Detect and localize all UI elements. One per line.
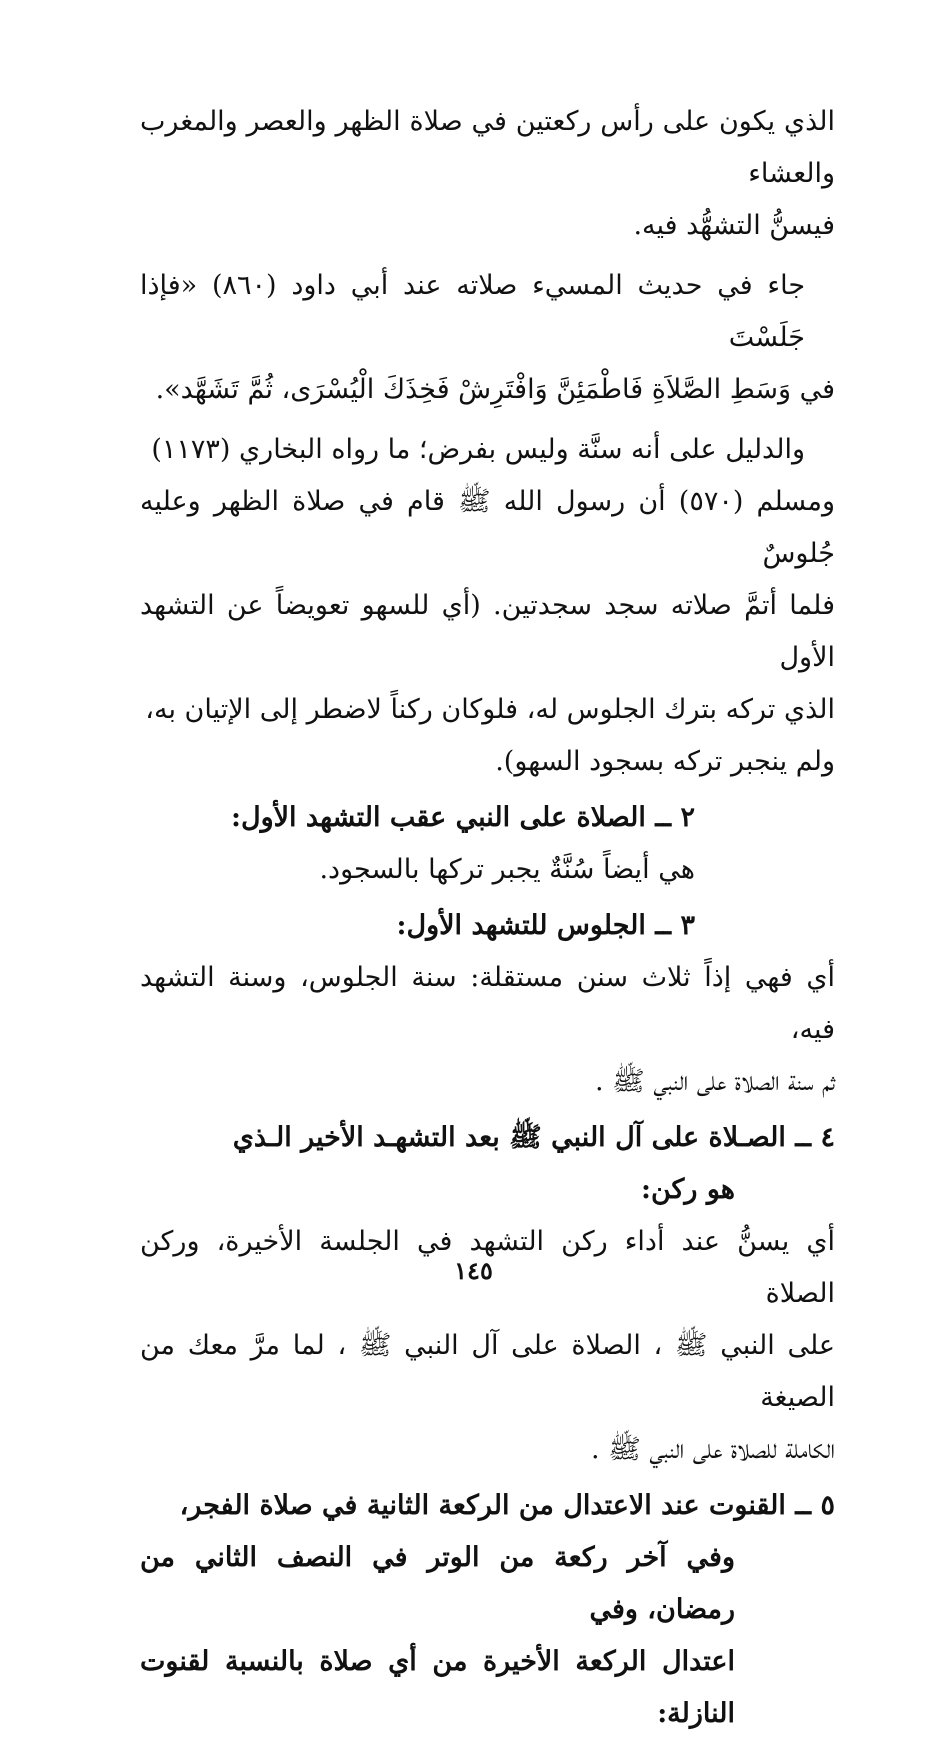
section-heading-4 <box>140 1112 835 1216</box>
heading-line: ٥ ــ القنوت عند الاعتدال من الركعة الثانية في صلاة الفجر، <box>179 1490 835 1521</box>
text-line: فيسنُّ التشهُّد فيه. <box>633 210 835 241</box>
text-line: الذي تركه بترك الجلوس له، فلوكان ركناً لاضطر إلى الإتيان به، <box>145 694 835 725</box>
heading-line: اعتدال الركعة الأخيرة من أي صلاة بالنسبة لقنوت النازلة: <box>140 1646 735 1729</box>
page-number: ١٤٥ <box>454 1256 493 1285</box>
paragraph-section-4 <box>140 1216 835 1476</box>
text-line: ثم سنة الصلاة على النبي ﷺ . <box>594 1066 835 1097</box>
text-line: أي يسنُّ عند أداء ركن التشهد في الجلسة الأخيرة، وركن الصلاة <box>140 1226 835 1309</box>
text-line: هي أيضاً سُنَّةٌ يجبر تركها بالسجود. <box>319 854 695 885</box>
page-body <box>140 96 835 1740</box>
heading-line: وفي آخر ركعة من الوتر في النصف الثاني من رمضان، وفي <box>140 1542 735 1625</box>
text-line: الذي يكون على رأس ركعتين في صلاة الظهر والعصر والمغرب والعشاء <box>140 106 835 189</box>
text-line: جاء في حديث المسيء صلاته عند أبي داود (٨٦٠) «فإذا جَلَسْتَ <box>140 270 806 353</box>
text-line: ومسلم (٥٧٠) أن رسول الله ﷺ قام في صلاة الظهر وعليه جُلوسٌ <box>140 486 835 569</box>
paragraph-hadith <box>140 260 835 416</box>
paragraph-section-3 <box>140 952 835 1108</box>
heading-line: ٢ ــ الصلاة على النبي عقب التشهد الأول: <box>231 802 695 833</box>
heading-line: ٤ ــ الصـلاة على آل النبي ﷺ بعد التشهـد الأخير الـذي <box>232 1122 835 1153</box>
section-heading-3 <box>140 900 835 952</box>
heading-line: ٣ ــ الجلوس للتشهد الأول: <box>396 910 695 941</box>
text-line: الكاملة للصلاة على النبي ﷺ . <box>591 1434 835 1465</box>
text-line: على النبي ﷺ ، الصلاة على آل النبي ﷺ ، لما مرَّ معك من الصيغة <box>140 1330 835 1413</box>
paragraph-evidence <box>140 424 835 788</box>
paragraph-intro <box>140 96 835 252</box>
text-line: فلما أتمَّ صلاته سجد سجدتين. (أي للسهو تعويضاً عن التشهد الأول <box>140 590 835 673</box>
text-line: والدليل على أنه سنَّة وليس بفرض؛ ما رواه البخاري (١١٧٣) <box>151 434 805 465</box>
text-line: في وَسَطِ الصَّلاَةِ فَاطْمَئِنَّ وَافْتَرِشْ فَخِذَكَ الْيُسْرَى، ثُمَّ تَشَهَّد». <box>155 374 835 405</box>
paragraph-section-2 <box>140 844 835 896</box>
section-heading-5 <box>140 1480 835 1740</box>
text-line: ولم ينجبر تركه بسجود السهو). <box>495 746 835 777</box>
heading-line: هو ركن: <box>641 1174 735 1205</box>
section-heading-2 <box>140 792 835 844</box>
text-line: أي فهي إذاً ثلاث سنن مستقلة: سنة الجلوس، وسنة التشهد فيه، <box>140 962 835 1045</box>
